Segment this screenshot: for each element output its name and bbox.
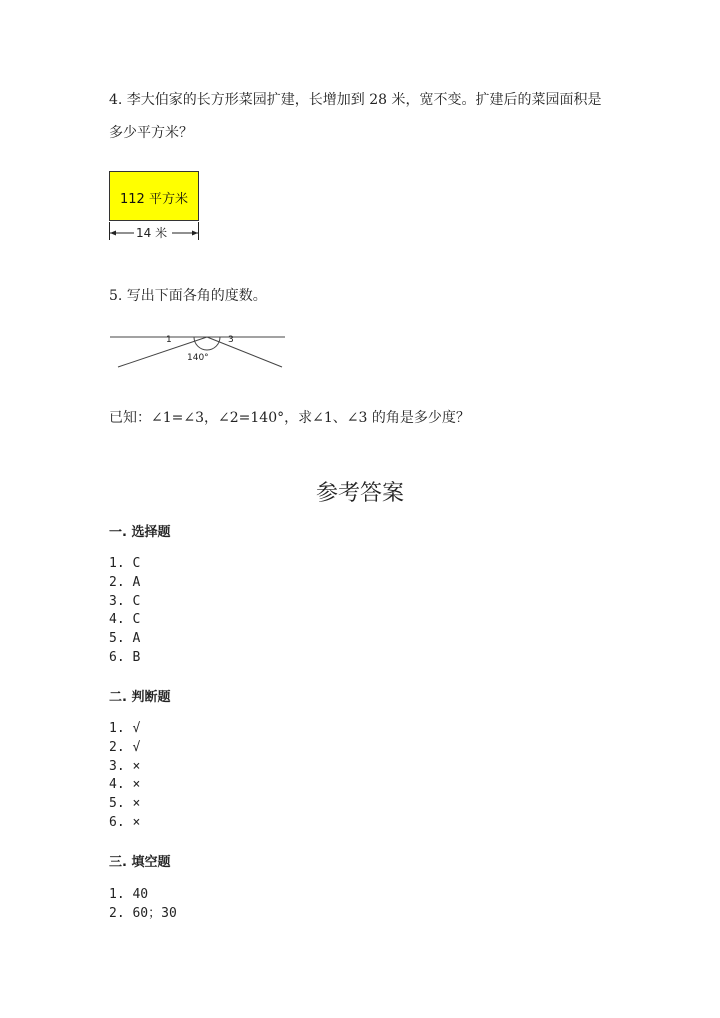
list-item: 5. A <box>109 631 141 647</box>
list-item: 3. C <box>109 593 141 609</box>
list-item: 5. × <box>109 796 141 812</box>
angle-diagram-icon <box>110 325 290 375</box>
list-item: 2. √ <box>109 739 141 755</box>
list-item: 2. A <box>109 574 141 590</box>
answers-judgment-list <box>109 720 140 833</box>
list-item: 1. √ <box>109 721 141 736</box>
list-item: 1. 40 <box>109 887 149 902</box>
garden-rectangle <box>109 171 199 221</box>
list-item: 6. × <box>109 814 141 830</box>
area-label: 112 平方米 <box>120 192 188 207</box>
question-5-given: 已知：∠1=∠3，∠2=140°，求∠1、∠3 的角是多少度？ <box>109 410 470 426</box>
width-dimension <box>109 222 199 242</box>
list-item: 1. C <box>109 556 141 571</box>
section-heading-judgment: 二. 判断题 <box>109 690 171 705</box>
list-item: 3. × <box>109 758 141 774</box>
angle-figure <box>110 325 290 375</box>
answers-title: 参考答案 <box>315 481 404 506</box>
width-label: 14 米 <box>136 226 168 240</box>
question-5-text: 5. 写出下面各角的度数。 <box>109 288 267 304</box>
section-heading-fill: 三. 填空题 <box>109 855 171 870</box>
list-item: 4. × <box>109 777 141 793</box>
list-item: 6. B <box>109 649 141 665</box>
list-item: 2. 60；30 <box>109 905 177 921</box>
question-4-line2: 多少平方米？ <box>109 125 193 141</box>
section-heading-choice: 一. 选择题 <box>109 525 171 540</box>
answers-choice-list <box>109 555 140 668</box>
question-4-line1: 4. 李大伯家的长方形菜园扩建，长增加到 28 米，宽不变。扩建后的菜园面积是 <box>109 92 602 108</box>
angle-1-label: 1 <box>166 335 172 345</box>
list-item: 4. C <box>109 612 141 628</box>
angle-2-label: 140° <box>187 353 209 363</box>
angle-3-label: 3 <box>228 335 234 345</box>
answers-fill-list <box>109 886 177 924</box>
